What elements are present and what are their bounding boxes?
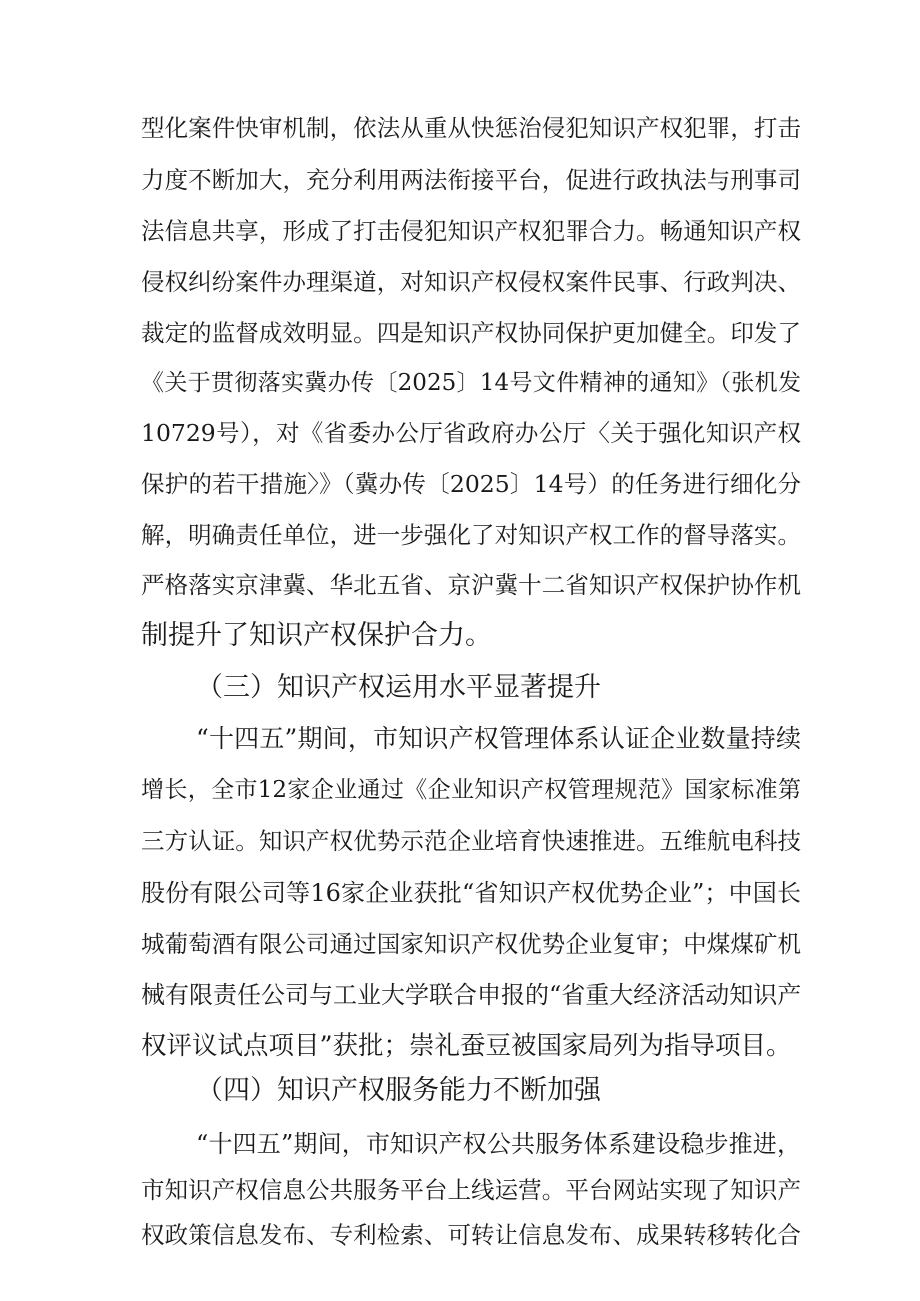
paragraph-line: 10729号），对《省委办公厅省政府办公厅〈关于强化知识产权 xyxy=(141,419,801,447)
paragraph-line: 股份有限公司等16家企业获批“省知识产权优势企业”；中国长 xyxy=(141,879,801,907)
paragraph-line: 力度不断加大，充分利用两法衔接平台，促进行政执法与刑事司 xyxy=(141,166,801,194)
paragraph-line: 制提升了知识产权保护合力。 xyxy=(141,620,492,651)
paragraph-line: 械有限责任公司与工业大学联合申报的“省重大经济活动知识产 xyxy=(141,981,802,1009)
paragraph-line: 《关于贯彻落实冀办传〔2025〕14号文件精神的通知》（张机发 xyxy=(141,370,801,396)
section-heading-3: （三）知识产权运用水平显著提升 xyxy=(196,672,601,703)
paragraph-line: “十四五”期间，市知识产权管理体系认证企业数量持续 xyxy=(196,724,801,753)
paragraph-line: 法信息共享，形成了打击侵犯知识产权犯罪合力。畅通知识产权 xyxy=(141,217,801,245)
section-heading-4: （四）知识产权服务能力不断加强 xyxy=(196,1075,601,1106)
paragraph-line: 市知识产权信息公共服务平台上线运营。平台网站实现了知识产 xyxy=(141,1176,801,1204)
paragraph-line: 解，明确责任单位，进一步强化了对知识产权工作的督导落实。 xyxy=(141,521,801,549)
paragraph-line: 裁定的监督成效明显。四是知识产权协同保护更加健全。印发了 xyxy=(141,319,801,347)
paragraph-line: 保护的若干措施〉》（冀办传〔2025〕14号）的任务进行细化分 xyxy=(141,470,801,498)
paragraph-line: 型化案件快审机制，依法从重从快惩治侵犯知识产权犯罪，打击 xyxy=(141,114,801,142)
paragraph-line: 严格落实京津冀、华北五省、京沪冀十二省知识产权保护协作机 xyxy=(141,571,801,599)
paragraph-line: 城葡萄酒有限公司通过国家知识产权优势企业复审；中煤煤矿机 xyxy=(141,930,801,958)
paragraph-line: 三方认证。知识产权优势示范企业培育快速推进。五维航电科技 xyxy=(141,827,801,855)
paragraph-line: 权政策信息发布、专利检索、可转让信息发布、成果转移转化合 xyxy=(141,1221,801,1249)
paragraph-line: “十四五”期间，市知识产权公共服务体系建设稳步推进， xyxy=(196,1130,801,1158)
paragraph-line: 侵权纠纷案件办理渠道，对知识产权侵权案件民事、行政判决、 xyxy=(141,268,801,296)
paragraph-line: 权评议试点项目”获批；崇礼蚕豆被国家局列为指导项目。 xyxy=(141,1031,792,1061)
paragraph-line: 增长，全市12家企业通过《企业知识产权管理规范》国家标准第 xyxy=(141,777,801,803)
